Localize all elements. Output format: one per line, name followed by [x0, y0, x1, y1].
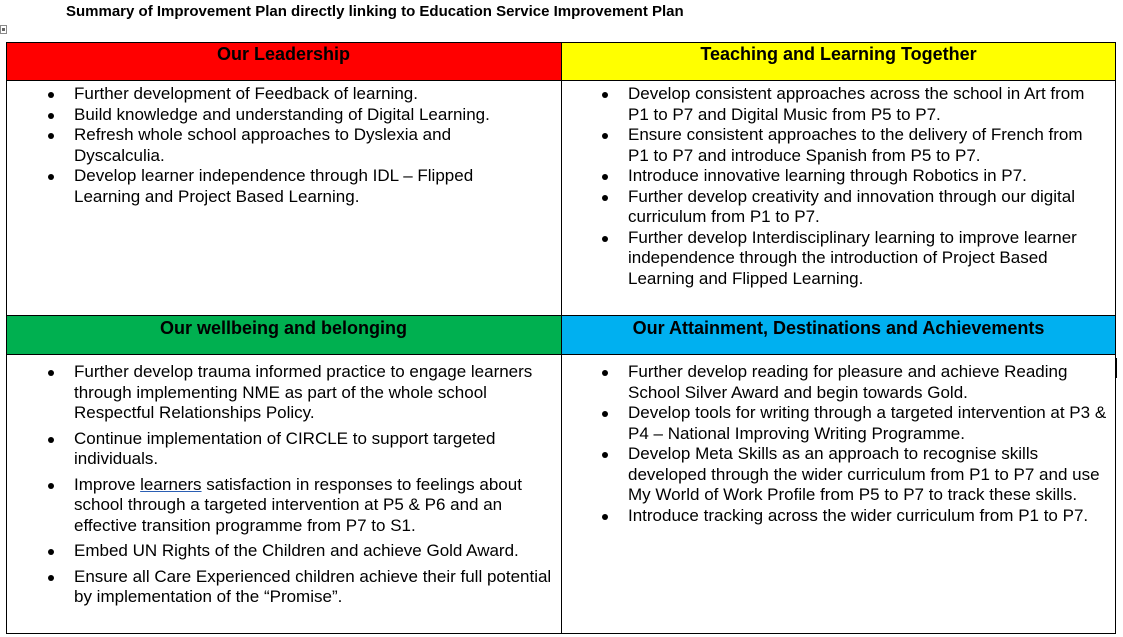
- teaching-header: [561, 42, 1116, 80]
- teaching-list: [628, 84, 1108, 289]
- bullet-icon: [602, 236, 608, 242]
- table-border-left: [6, 42, 7, 634]
- bullet-icon: [48, 370, 54, 376]
- bullet-icon: [48, 174, 54, 180]
- bullet-icon: [48, 113, 54, 119]
- list-item: Refresh whole school approaches to Dyslexia and Dyscalculia.: [74, 125, 544, 166]
- bullet-icon: [602, 174, 608, 180]
- teaching-heading: Teaching and Learning Together: [700, 44, 977, 64]
- list-item: Further develop trauma informed practice to engage learners through implementing NME as part of the whole school Respectful Relationships Policy.: [74, 362, 554, 424]
- leadership-body: [74, 84, 544, 207]
- spellcheck-flagged-word[interactable]: learners: [140, 474, 202, 494]
- bullet-icon: [48, 483, 54, 489]
- wellbeing-heading: Our wellbeing and belonging: [160, 318, 407, 338]
- list-item: Ensure all Care Experienced children achieve their full potential by implementation of the “Promise”.: [74, 567, 554, 608]
- attainment-header: [561, 316, 1116, 354]
- bullet-icon: [48, 92, 54, 98]
- bullet-icon: [48, 549, 54, 555]
- list-item: Develop tools for writing through a targeted intervention at P3 & P4 – National Improving Writing Programme.: [628, 403, 1108, 444]
- wellbeing-body: [74, 362, 554, 608]
- list-item: Further development of Feedback of learning.: [74, 84, 544, 105]
- text-cursor: [1116, 358, 1117, 378]
- list-item: Embed UN Rights of the Children and achieve Gold Award.: [74, 541, 554, 562]
- bullet-icon: [602, 370, 608, 376]
- list-item: Develop Meta Skills as an approach to recognise skills developed through the wider curriculum from P1 to P7 and use My World of Work Profile from P5 to P7 to track these skills.: [628, 444, 1108, 506]
- list-item: Continue implementation of CIRCLE to support targeted individuals.: [74, 429, 554, 470]
- table-border-center: [561, 42, 562, 634]
- list-item: Develop learner independence through IDL – Flipped Learning and Project Based Learning.: [74, 166, 544, 207]
- list-item: Further develop creativity and innovation through our digital curriculum from P1 to P7.: [628, 187, 1108, 228]
- document-title: Summary of Improvement Plan directly linking to Education Service Improvement Plan: [66, 3, 684, 20]
- bullet-icon: [602, 411, 608, 417]
- bullet-icon: [48, 575, 54, 581]
- wellbeing-list: [74, 362, 554, 608]
- attainment-heading: Our Attainment, Destinations and Achievements: [632, 318, 1045, 338]
- list-item: Improve learners satisfaction in responses to feelings about school through a targeted intervention at P5 & P6 and an effective transition programme from P7 to S1.: [74, 475, 554, 537]
- bullet-icon: [602, 514, 608, 520]
- list-item: Develop consistent approaches across the school in Art from P1 to P7 and Digital Music from P5 to P7.: [628, 84, 1108, 125]
- list-item: Introduce innovative learning through Robotics in P7.: [628, 166, 1108, 187]
- list-item: Further develop Interdisciplinary learning to improve learner independence through the introduction of Project Based Learning and Flipped Learning.: [628, 228, 1108, 290]
- table-border-right: [1115, 42, 1116, 634]
- leadership-heading: Our Leadership: [216, 44, 351, 64]
- bullet-icon: [602, 133, 608, 139]
- table-anchor-icon[interactable]: [0, 25, 7, 34]
- improvement-plan-table: [6, 42, 1116, 634]
- list-item: Ensure consistent approaches to the delivery of French from P1 to P7 and introduce Spanish from P5 to P7.: [628, 125, 1108, 166]
- bullet-icon: [602, 195, 608, 201]
- list-item: Introduce tracking across the wider curriculum from P1 to P7.: [628, 506, 1108, 527]
- leadership-list: [74, 84, 544, 207]
- list-item: Further develop reading for pleasure and achieve Reading School Silver Award and begin towards Gold.: [628, 362, 1108, 403]
- leadership-header: [6, 42, 561, 80]
- bullet-icon: [48, 437, 54, 443]
- teaching-body: [628, 84, 1108, 289]
- bullet-icon: [602, 452, 608, 458]
- attainment-body: [628, 362, 1108, 526]
- bullet-icon: [48, 133, 54, 139]
- wellbeing-header: [6, 316, 561, 354]
- attainment-list: [628, 362, 1108, 526]
- list-item: Build knowledge and understanding of Digital Learning.: [74, 105, 544, 126]
- bullet-icon: [602, 92, 608, 98]
